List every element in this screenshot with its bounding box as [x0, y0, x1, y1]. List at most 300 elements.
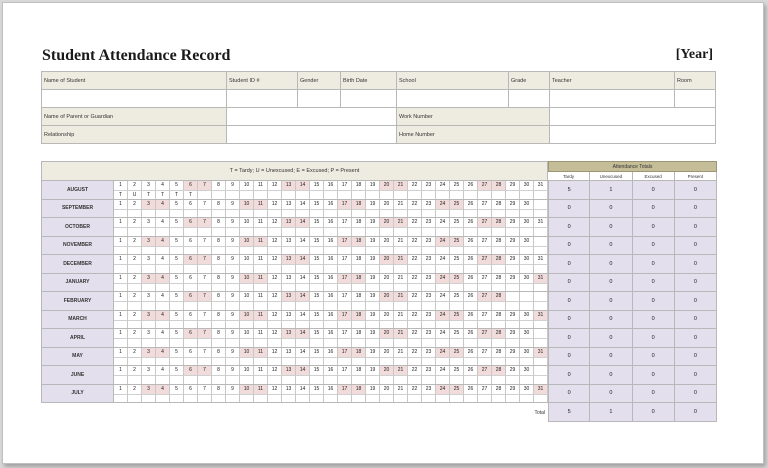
attendance-mark-cell[interactable] — [464, 246, 478, 255]
attendance-mark-cell[interactable] — [492, 227, 506, 236]
attendance-mark-cell[interactable] — [394, 209, 408, 218]
attendance-mark-cell[interactable] — [366, 209, 380, 218]
attendance-mark-cell[interactable] — [338, 375, 352, 384]
attendance-mark-cell[interactable] — [352, 338, 366, 347]
attendance-mark-cell[interactable] — [268, 375, 282, 384]
attendance-mark-cell[interactable] — [310, 320, 324, 329]
attendance-mark-cell[interactable] — [156, 209, 170, 218]
attendance-mark-cell[interactable] — [534, 283, 548, 292]
birth-date-input[interactable] — [341, 90, 397, 108]
attendance-mark-cell[interactable] — [240, 190, 254, 199]
attendance-mark-cell[interactable] — [338, 357, 352, 366]
attendance-mark-cell[interactable] — [520, 264, 534, 273]
attendance-mark-cell[interactable] — [464, 227, 478, 236]
attendance-mark-cell[interactable] — [226, 338, 240, 347]
attendance-mark-cell[interactable] — [394, 301, 408, 310]
attendance-mark-cell[interactable] — [520, 301, 534, 310]
attendance-mark-cell[interactable] — [282, 246, 296, 255]
attendance-mark-cell[interactable] — [520, 394, 534, 403]
attendance-mark-cell[interactable] — [352, 283, 366, 292]
attendance-mark-cell[interactable] — [212, 264, 226, 273]
attendance-mark-cell[interactable]: T — [184, 190, 198, 199]
attendance-mark-cell[interactable] — [478, 283, 492, 292]
attendance-mark-cell[interactable] — [534, 246, 548, 255]
attendance-mark-cell[interactable] — [394, 283, 408, 292]
attendance-mark-cell[interactable] — [268, 301, 282, 310]
attendance-mark-cell[interactable]: T — [142, 190, 156, 199]
grade-input[interactable] — [509, 90, 550, 108]
attendance-mark-cell[interactable] — [492, 301, 506, 310]
attendance-mark-cell[interactable] — [184, 357, 198, 366]
attendance-mark-cell[interactable] — [450, 209, 464, 218]
attendance-mark-cell[interactable] — [506, 357, 520, 366]
attendance-mark-cell[interactable] — [170, 394, 184, 403]
attendance-mark-cell[interactable] — [296, 209, 310, 218]
attendance-mark-cell[interactable] — [226, 375, 240, 384]
attendance-mark-cell[interactable] — [380, 320, 394, 329]
attendance-mark-cell[interactable] — [408, 264, 422, 273]
attendance-mark-cell[interactable] — [464, 301, 478, 310]
attendance-mark-cell[interactable] — [408, 209, 422, 218]
attendance-mark-cell[interactable] — [352, 301, 366, 310]
attendance-mark-cell[interactable] — [170, 357, 184, 366]
attendance-mark-cell[interactable] — [114, 375, 128, 384]
attendance-mark-cell[interactable] — [436, 301, 450, 310]
attendance-mark-cell[interactable] — [142, 227, 156, 236]
attendance-mark-cell[interactable] — [422, 283, 436, 292]
attendance-mark-cell[interactable] — [408, 357, 422, 366]
attendance-mark-cell[interactable] — [324, 190, 338, 199]
attendance-mark-cell[interactable] — [184, 394, 198, 403]
attendance-mark-cell[interactable] — [506, 301, 520, 310]
attendance-mark-cell[interactable] — [240, 338, 254, 347]
attendance-mark-cell[interactable] — [506, 394, 520, 403]
attendance-mark-cell[interactable] — [450, 283, 464, 292]
attendance-mark-cell[interactable] — [464, 375, 478, 384]
attendance-mark-cell[interactable] — [478, 338, 492, 347]
attendance-mark-cell[interactable] — [506, 375, 520, 384]
attendance-mark-cell[interactable] — [520, 190, 534, 199]
attendance-mark-cell[interactable]: T — [170, 190, 184, 199]
gender-input[interactable] — [298, 90, 341, 108]
attendance-mark-cell[interactable]: T — [114, 190, 128, 199]
attendance-mark-cell[interactable] — [520, 357, 534, 366]
attendance-mark-cell[interactable] — [380, 394, 394, 403]
attendance-mark-cell[interactable] — [254, 357, 268, 366]
attendance-mark-cell[interactable] — [128, 283, 142, 292]
attendance-mark-cell[interactable] — [156, 338, 170, 347]
attendance-mark-cell[interactable] — [380, 264, 394, 273]
attendance-mark-cell[interactable] — [408, 375, 422, 384]
attendance-mark-cell[interactable] — [352, 246, 366, 255]
attendance-mark-cell[interactable] — [338, 394, 352, 403]
attendance-mark-cell[interactable] — [296, 338, 310, 347]
attendance-mark-cell[interactable] — [506, 264, 520, 273]
attendance-mark-cell[interactable] — [296, 320, 310, 329]
attendance-mark-cell[interactable] — [464, 338, 478, 347]
attendance-mark-cell[interactable] — [198, 283, 212, 292]
attendance-mark-cell[interactable] — [338, 264, 352, 273]
attendance-mark-cell[interactable] — [380, 209, 394, 218]
attendance-mark-cell[interactable] — [310, 338, 324, 347]
attendance-mark-cell[interactable] — [212, 246, 226, 255]
attendance-mark-cell[interactable] — [310, 209, 324, 218]
attendance-mark-cell[interactable] — [184, 246, 198, 255]
attendance-mark-cell[interactable] — [212, 209, 226, 218]
attendance-mark-cell[interactable] — [254, 209, 268, 218]
attendance-mark-cell[interactable] — [450, 338, 464, 347]
attendance-mark-cell[interactable] — [212, 357, 226, 366]
attendance-mark-cell[interactable] — [282, 375, 296, 384]
attendance-mark-cell[interactable] — [450, 320, 464, 329]
attendance-mark-cell[interactable] — [366, 190, 380, 199]
teacher-input[interactable] — [550, 90, 675, 108]
attendance-mark-cell[interactable] — [282, 338, 296, 347]
attendance-mark-cell[interactable] — [156, 246, 170, 255]
attendance-mark-cell[interactable] — [282, 283, 296, 292]
attendance-mark-cell[interactable] — [492, 320, 506, 329]
attendance-mark-cell[interactable] — [338, 320, 352, 329]
attendance-mark-cell[interactable] — [128, 301, 142, 310]
attendance-mark-cell[interactable] — [170, 320, 184, 329]
attendance-mark-cell[interactable] — [226, 190, 240, 199]
attendance-mark-cell[interactable] — [422, 246, 436, 255]
attendance-mark-cell[interactable] — [212, 338, 226, 347]
attendance-mark-cell[interactable] — [366, 375, 380, 384]
attendance-mark-cell[interactable] — [184, 375, 198, 384]
attendance-mark-cell[interactable] — [212, 394, 226, 403]
attendance-mark-cell[interactable] — [366, 246, 380, 255]
attendance-mark-cell[interactable] — [282, 301, 296, 310]
attendance-mark-cell[interactable] — [492, 283, 506, 292]
attendance-mark-cell[interactable] — [114, 357, 128, 366]
attendance-mark-cell[interactable] — [310, 394, 324, 403]
attendance-mark-cell[interactable] — [268, 209, 282, 218]
attendance-mark-cell[interactable] — [184, 209, 198, 218]
attendance-mark-cell[interactable] — [450, 357, 464, 366]
attendance-mark-cell[interactable] — [450, 246, 464, 255]
attendance-mark-cell[interactable] — [520, 227, 534, 236]
attendance-mark-cell[interactable] — [436, 338, 450, 347]
attendance-mark-cell[interactable] — [380, 227, 394, 236]
attendance-mark-cell[interactable] — [506, 227, 520, 236]
attendance-mark-cell[interactable] — [296, 190, 310, 199]
attendance-mark-cell[interactable] — [296, 301, 310, 310]
attendance-mark-cell[interactable] — [352, 227, 366, 236]
attendance-mark-cell[interactable] — [296, 246, 310, 255]
attendance-mark-cell[interactable] — [464, 264, 478, 273]
attendance-mark-cell[interactable] — [282, 357, 296, 366]
attendance-mark-cell[interactable] — [142, 357, 156, 366]
attendance-mark-cell[interactable] — [394, 394, 408, 403]
attendance-mark-cell[interactable] — [142, 246, 156, 255]
attendance-mark-cell[interactable] — [352, 209, 366, 218]
attendance-mark-cell[interactable] — [114, 301, 128, 310]
attendance-mark-cell[interactable] — [422, 209, 436, 218]
home-number-input[interactable] — [550, 126, 716, 144]
attendance-mark-cell[interactable] — [422, 264, 436, 273]
attendance-mark-cell[interactable] — [464, 190, 478, 199]
attendance-mark-cell[interactable] — [534, 301, 548, 310]
attendance-mark-cell[interactable] — [436, 375, 450, 384]
attendance-mark-cell[interactable] — [198, 209, 212, 218]
attendance-mark-cell[interactable] — [422, 394, 436, 403]
attendance-mark-cell[interactable] — [394, 190, 408, 199]
attendance-mark-cell[interactable] — [408, 283, 422, 292]
attendance-mark-cell[interactable] — [254, 375, 268, 384]
attendance-mark-cell[interactable] — [156, 301, 170, 310]
attendance-mark-cell[interactable] — [506, 190, 520, 199]
attendance-mark-cell[interactable] — [310, 190, 324, 199]
attendance-mark-cell[interactable] — [226, 283, 240, 292]
attendance-mark-cell[interactable] — [324, 357, 338, 366]
attendance-mark-cell[interactable] — [310, 227, 324, 236]
attendance-mark-cell[interactable] — [142, 264, 156, 273]
attendance-mark-cell[interactable] — [268, 320, 282, 329]
attendance-mark-cell[interactable] — [478, 320, 492, 329]
attendance-mark-cell[interactable] — [254, 320, 268, 329]
attendance-mark-cell[interactable] — [380, 375, 394, 384]
attendance-mark-cell[interactable] — [324, 375, 338, 384]
attendance-mark-cell[interactable] — [422, 320, 436, 329]
attendance-mark-cell[interactable] — [268, 394, 282, 403]
attendance-mark-cell[interactable] — [198, 190, 212, 199]
attendance-mark-cell[interactable] — [254, 338, 268, 347]
attendance-mark-cell[interactable] — [408, 320, 422, 329]
attendance-mark-cell[interactable] — [156, 394, 170, 403]
attendance-mark-cell[interactable] — [282, 209, 296, 218]
attendance-mark-cell[interactable] — [184, 283, 198, 292]
attendance-mark-cell[interactable] — [520, 320, 534, 329]
attendance-mark-cell[interactable] — [338, 190, 352, 199]
attendance-mark-cell[interactable] — [170, 246, 184, 255]
attendance-mark-cell[interactable] — [254, 301, 268, 310]
attendance-mark-cell[interactable] — [170, 301, 184, 310]
attendance-mark-cell[interactable] — [380, 190, 394, 199]
attendance-mark-cell[interactable] — [198, 320, 212, 329]
attendance-mark-cell[interactable] — [226, 301, 240, 310]
attendance-mark-cell[interactable] — [422, 227, 436, 236]
attendance-mark-cell[interactable] — [240, 357, 254, 366]
attendance-mark-cell[interactable] — [198, 264, 212, 273]
attendance-mark-cell[interactable] — [534, 375, 548, 384]
attendance-mark-cell[interactable] — [156, 357, 170, 366]
attendance-mark-cell[interactable] — [380, 338, 394, 347]
attendance-mark-cell[interactable] — [534, 338, 548, 347]
attendance-mark-cell[interactable] — [156, 264, 170, 273]
attendance-mark-cell[interactable] — [520, 246, 534, 255]
attendance-mark-cell[interactable] — [380, 301, 394, 310]
attendance-mark-cell[interactable] — [240, 264, 254, 273]
attendance-mark-cell[interactable] — [520, 375, 534, 384]
attendance-mark-cell[interactable] — [226, 264, 240, 273]
attendance-mark-cell[interactable] — [450, 227, 464, 236]
attendance-mark-cell[interactable] — [520, 283, 534, 292]
attendance-mark-cell[interactable] — [310, 264, 324, 273]
attendance-mark-cell[interactable] — [324, 209, 338, 218]
attendance-mark-cell[interactable] — [506, 320, 520, 329]
attendance-mark-cell[interactable] — [156, 320, 170, 329]
attendance-mark-cell[interactable] — [128, 209, 142, 218]
attendance-mark-cell[interactable] — [240, 394, 254, 403]
attendance-mark-cell[interactable] — [268, 190, 282, 199]
attendance-mark-cell[interactable]: T — [156, 190, 170, 199]
attendance-mark-cell[interactable] — [492, 209, 506, 218]
attendance-mark-cell[interactable] — [478, 227, 492, 236]
attendance-mark-cell[interactable] — [436, 357, 450, 366]
attendance-mark-cell[interactable] — [184, 301, 198, 310]
attendance-mark-cell[interactable] — [268, 227, 282, 236]
attendance-mark-cell[interactable] — [436, 246, 450, 255]
attendance-mark-cell[interactable] — [128, 375, 142, 384]
attendance-mark-cell[interactable] — [212, 375, 226, 384]
attendance-mark-cell[interactable] — [170, 264, 184, 273]
attendance-mark-cell[interactable] — [198, 246, 212, 255]
attendance-mark-cell[interactable] — [338, 227, 352, 236]
attendance-mark-cell[interactable] — [128, 394, 142, 403]
attendance-mark-cell[interactable] — [170, 209, 184, 218]
attendance-mark-cell[interactable] — [506, 338, 520, 347]
attendance-mark-cell[interactable] — [464, 320, 478, 329]
attendance-mark-cell[interactable] — [128, 357, 142, 366]
attendance-mark-cell[interactable] — [114, 264, 128, 273]
attendance-mark-cell[interactable] — [254, 264, 268, 273]
attendance-mark-cell[interactable] — [212, 301, 226, 310]
attendance-mark-cell[interactable] — [492, 190, 506, 199]
attendance-mark-cell[interactable] — [226, 227, 240, 236]
attendance-mark-cell[interactable] — [436, 394, 450, 403]
attendance-mark-cell[interactable] — [142, 320, 156, 329]
attendance-mark-cell[interactable] — [212, 190, 226, 199]
attendance-mark-cell[interactable] — [338, 338, 352, 347]
attendance-mark-cell[interactable] — [478, 394, 492, 403]
attendance-mark-cell[interactable] — [268, 246, 282, 255]
attendance-mark-cell[interactable] — [464, 357, 478, 366]
attendance-mark-cell[interactable] — [422, 301, 436, 310]
attendance-mark-cell[interactable] — [380, 357, 394, 366]
attendance-mark-cell[interactable] — [142, 375, 156, 384]
attendance-mark-cell[interactable] — [268, 283, 282, 292]
attendance-mark-cell[interactable] — [464, 394, 478, 403]
attendance-mark-cell[interactable] — [520, 209, 534, 218]
attendance-mark-cell[interactable] — [240, 320, 254, 329]
attendance-mark-cell[interactable] — [352, 357, 366, 366]
attendance-mark-cell[interactable] — [436, 264, 450, 273]
attendance-mark-cell[interactable] — [338, 283, 352, 292]
attendance-mark-cell[interactable] — [408, 227, 422, 236]
attendance-mark-cell[interactable] — [450, 301, 464, 310]
attendance-mark-cell[interactable] — [296, 227, 310, 236]
attendance-mark-cell[interactable] — [142, 301, 156, 310]
attendance-mark-cell[interactable] — [394, 227, 408, 236]
attendance-mark-cell[interactable] — [282, 320, 296, 329]
attendance-mark-cell[interactable] — [492, 338, 506, 347]
attendance-mark-cell[interactable] — [128, 227, 142, 236]
attendance-mark-cell[interactable] — [366, 301, 380, 310]
attendance-mark-cell[interactable] — [296, 394, 310, 403]
attendance-mark-cell[interactable] — [478, 209, 492, 218]
attendance-mark-cell[interactable] — [534, 320, 548, 329]
attendance-mark-cell[interactable] — [198, 375, 212, 384]
attendance-mark-cell[interactable] — [198, 227, 212, 236]
attendance-mark-cell[interactable] — [366, 338, 380, 347]
attendance-mark-cell[interactable] — [310, 375, 324, 384]
attendance-mark-cell[interactable] — [422, 190, 436, 199]
attendance-mark-cell[interactable] — [128, 246, 142, 255]
attendance-mark-cell[interactable] — [422, 338, 436, 347]
attendance-mark-cell[interactable] — [450, 375, 464, 384]
attendance-mark-cell[interactable] — [156, 227, 170, 236]
attendance-mark-cell[interactable] — [464, 209, 478, 218]
attendance-mark-cell[interactable] — [114, 394, 128, 403]
attendance-mark-cell[interactable] — [492, 394, 506, 403]
attendance-mark-cell[interactable] — [492, 375, 506, 384]
attendance-mark-cell[interactable] — [338, 246, 352, 255]
attendance-mark-cell[interactable] — [408, 246, 422, 255]
attendance-mark-cell[interactable] — [254, 283, 268, 292]
attendance-mark-cell[interactable] — [240, 246, 254, 255]
attendance-mark-cell[interactable] — [492, 264, 506, 273]
attendance-mark-cell[interactable] — [380, 283, 394, 292]
attendance-mark-cell[interactable] — [478, 375, 492, 384]
attendance-mark-cell[interactable] — [324, 301, 338, 310]
attendance-mark-cell[interactable] — [142, 338, 156, 347]
attendance-mark-cell[interactable] — [394, 375, 408, 384]
attendance-mark-cell[interactable] — [366, 283, 380, 292]
attendance-mark-cell[interactable] — [114, 246, 128, 255]
room-input[interactable] — [675, 90, 716, 108]
attendance-mark-cell[interactable] — [380, 246, 394, 255]
attendance-mark-cell[interactable] — [170, 283, 184, 292]
attendance-mark-cell[interactable] — [492, 246, 506, 255]
attendance-mark-cell[interactable] — [310, 357, 324, 366]
attendance-mark-cell[interactable] — [254, 246, 268, 255]
attendance-mark-cell[interactable] — [142, 209, 156, 218]
attendance-mark-cell[interactable] — [366, 357, 380, 366]
attendance-mark-cell[interactable] — [394, 338, 408, 347]
attendance-mark-cell[interactable] — [534, 209, 548, 218]
attendance-mark-cell[interactable] — [534, 264, 548, 273]
student-id-input[interactable] — [227, 90, 298, 108]
attendance-mark-cell[interactable] — [450, 394, 464, 403]
attendance-mark-cell[interactable] — [408, 190, 422, 199]
attendance-mark-cell[interactable] — [240, 209, 254, 218]
attendance-mark-cell[interactable] — [212, 320, 226, 329]
attendance-mark-cell[interactable] — [478, 246, 492, 255]
attendance-mark-cell[interactable] — [268, 338, 282, 347]
attendance-mark-cell[interactable] — [450, 190, 464, 199]
attendance-mark-cell[interactable] — [282, 394, 296, 403]
attendance-mark-cell[interactable] — [114, 227, 128, 236]
attendance-mark-cell[interactable] — [534, 227, 548, 236]
attendance-mark-cell[interactable] — [478, 190, 492, 199]
attendance-mark-cell[interactable] — [254, 190, 268, 199]
attendance-mark-cell[interactable] — [436, 209, 450, 218]
attendance-mark-cell[interactable] — [170, 338, 184, 347]
attendance-mark-cell[interactable] — [212, 283, 226, 292]
attendance-mark-cell[interactable] — [394, 246, 408, 255]
attendance-mark-cell[interactable] — [366, 320, 380, 329]
attendance-mark-cell[interactable] — [128, 338, 142, 347]
attendance-mark-cell[interactable] — [324, 394, 338, 403]
attendance-mark-cell[interactable] — [282, 190, 296, 199]
relationship-input[interactable] — [227, 126, 397, 144]
attendance-mark-cell[interactable] — [128, 264, 142, 273]
attendance-mark-cell[interactable] — [506, 246, 520, 255]
attendance-mark-cell[interactable] — [240, 301, 254, 310]
attendance-mark-cell[interactable] — [422, 375, 436, 384]
attendance-mark-cell[interactable] — [114, 209, 128, 218]
